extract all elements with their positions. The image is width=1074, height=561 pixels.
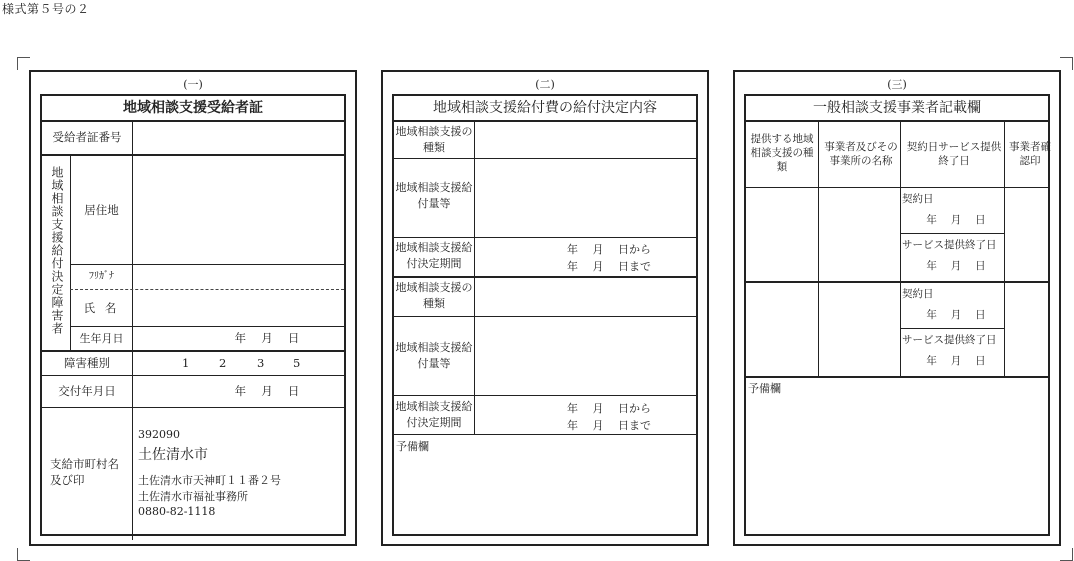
divider — [132, 408, 133, 540]
divider — [900, 233, 1004, 234]
municipality-name: 土佐清水市 — [138, 447, 208, 463]
crop-mark-bottom-right — [1060, 548, 1073, 561]
period-from-2: 年 月 日から — [567, 402, 651, 415]
residence-field[interactable] — [133, 156, 344, 264]
municipality-label: 支給市町村名及び印 — [50, 457, 119, 487]
disability-type-option-3[interactable]: 3 — [257, 356, 265, 370]
issue-date-label: 交付年月日 — [58, 384, 116, 398]
row2-service-type-field[interactable] — [746, 283, 818, 376]
divider — [394, 395, 696, 396]
row2-provider-name-field[interactable] — [819, 283, 900, 376]
holder-group-label: 地域相談支援給付決定障害者 — [50, 166, 64, 335]
recipient-no-field[interactable] — [133, 120, 344, 154]
disability-type-label: 障害種別 — [64, 356, 110, 370]
row2-seal-field[interactable] — [1005, 283, 1048, 376]
birthdate-value: 年 月 日 — [234, 331, 300, 345]
header-provider-seal: 事業者確認印 — [1009, 141, 1051, 167]
period-to-2: 年 月 日まで — [567, 419, 651, 432]
divider — [900, 328, 1004, 329]
municipality-code: 392090 — [138, 428, 180, 441]
crop-mark-bottom-left — [17, 548, 30, 561]
disability-type-options — [133, 352, 344, 375]
furigana-field[interactable] — [133, 265, 344, 289]
disability-type-option-5[interactable]: 5 — [293, 356, 301, 370]
row1-contract-label: 契約日 — [902, 193, 934, 205]
period-from-1: 年 月 日から — [567, 243, 651, 256]
period-to-1: 年 月 日まで — [567, 260, 651, 273]
municipality-phone: 0880-82-1118 — [138, 505, 216, 518]
divider — [42, 407, 344, 408]
row1-seal-field[interactable] — [1005, 188, 1048, 281]
header-service-type: 提供する地域相談支援の種類 — [750, 133, 814, 173]
row2-contract-label: 契約日 — [902, 288, 934, 300]
benefit-amount-label-1: 地域相談支援給付量等 — [395, 181, 473, 210]
row1-end-label: サービス提供終了日 — [902, 239, 997, 251]
row2-end-value: 年 月 日 — [926, 355, 986, 367]
panel-inner-frame — [392, 94, 698, 536]
service-type-field-1[interactable] — [475, 120, 696, 158]
issue-date-value: 年 月 日 — [234, 384, 300, 398]
panel-number: (一) — [183, 78, 203, 91]
divider — [394, 434, 696, 435]
crop-mark-top-right — [1060, 57, 1073, 70]
row1-provider-name-field[interactable] — [819, 188, 900, 281]
disability-type-option-2[interactable]: 2 — [219, 356, 227, 370]
panel-benefit-decision — [381, 70, 709, 546]
panel-title: 地域相談支援受給者証 — [42, 96, 344, 122]
panel-provider-entries — [733, 70, 1061, 546]
residence-label: 居住地 — [84, 203, 119, 217]
row1-end-value: 年 月 日 — [926, 260, 986, 272]
panel-title: 地域相談支援給付費の給付決定内容 — [394, 96, 696, 122]
recipient-no-label: 受給者証番号 — [52, 130, 122, 144]
municipality-address: 土佐清水市天神町１１番２号 — [138, 474, 281, 487]
service-type-label-1: 地域相談支援の種類 — [395, 125, 473, 154]
panel-inner-frame — [40, 94, 346, 536]
divider — [746, 376, 1048, 378]
birthdate-label: 生年月日 — [79, 332, 124, 345]
service-type-field-2[interactable] — [475, 278, 696, 316]
divider — [900, 120, 901, 376]
municipality-office: 土佐清水市福祉事務所 — [138, 490, 248, 503]
name-field[interactable] — [133, 290, 344, 326]
row2-end-label: サービス提供終了日 — [902, 334, 997, 346]
decision-period-label-1: 地域相談支援給付決定期間 — [395, 241, 473, 270]
panel-number: (二) — [535, 78, 555, 91]
header-provider-name: 事業者及びその事業所の名称 — [824, 141, 898, 167]
row1-service-type-field[interactable] — [746, 188, 818, 281]
panel-recipient-certificate — [29, 70, 357, 546]
crop-mark-top-left — [17, 57, 30, 70]
panel-number: (三) — [887, 78, 907, 91]
header-contract-dates: 契約日サービス提供終了日 — [906, 141, 1002, 167]
benefit-amount-field-1[interactable] — [475, 159, 696, 237]
divider — [394, 237, 696, 238]
panel-title: 一般相談支援事業者記載欄 — [746, 96, 1048, 122]
disability-type-option-1[interactable]: 1 — [182, 356, 190, 370]
furigana-label: ﾌﾘｶﾞﾅ — [89, 271, 114, 282]
divider — [132, 376, 133, 407]
form-number-label: 様式第５号の２ — [2, 2, 90, 16]
name-label: 氏 名 — [83, 301, 120, 315]
service-type-label-2: 地域相談支援の種類 — [395, 281, 473, 310]
row1-contract-value: 年 月 日 — [926, 214, 986, 226]
remarks-label: 予備欄 — [396, 440, 429, 453]
remarks-label: 予備欄 — [748, 382, 781, 395]
panel-inner-frame — [744, 94, 1050, 536]
benefit-amount-label-2: 地域相談支援給付量等 — [395, 341, 473, 370]
decision-period-label-2: 地域相談支援給付決定期間 — [395, 400, 473, 429]
benefit-amount-field-2[interactable] — [475, 317, 696, 395]
row2-contract-value: 年 月 日 — [926, 309, 986, 321]
